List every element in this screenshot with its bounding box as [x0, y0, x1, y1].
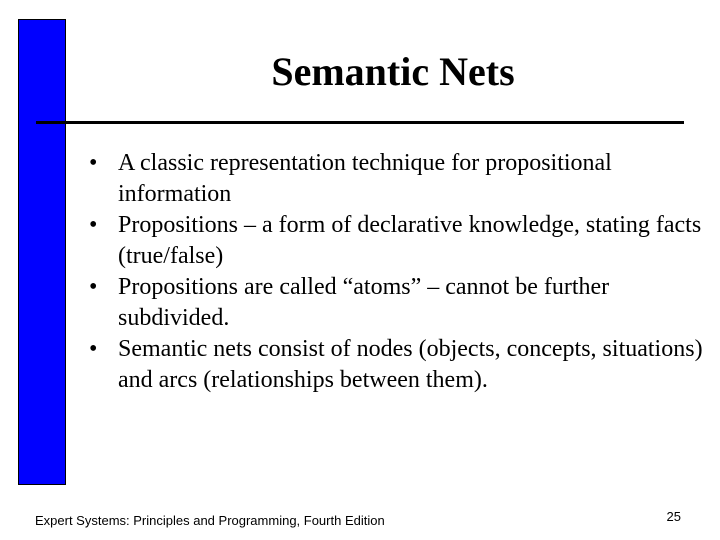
- bullet-icon: •: [89, 150, 98, 176]
- bullet-item: [84, 272, 704, 334]
- page-number: 25: [666, 509, 681, 524]
- bullet-text: A classic representation technique for propositional information: [118, 150, 612, 207]
- bullet-item: [84, 334, 704, 396]
- accent-bar: [18, 19, 66, 485]
- slide-title: Semantic Nets: [271, 49, 515, 94]
- title-divider: [36, 121, 684, 124]
- bullet-text: Propositions are called “atoms” – cannot be further subdivided.: [118, 274, 610, 331]
- bullet-icon: •: [89, 212, 98, 238]
- bullet-item: [84, 148, 704, 210]
- footer-book-title: Expert Systems: Principles and Programming, Fourth Edition: [35, 513, 385, 528]
- bullet-text: Propositions – a form of declarative knowledge, stating facts (true/false): [118, 212, 702, 269]
- bullet-icon: •: [89, 274, 98, 300]
- bullet-list: [84, 148, 704, 396]
- bullet-text: Semantic nets consist of nodes (objects, concepts, situations) and arcs (relationships between them).: [118, 336, 703, 393]
- bullet-icon: •: [89, 336, 98, 362]
- bullet-item: [84, 210, 704, 272]
